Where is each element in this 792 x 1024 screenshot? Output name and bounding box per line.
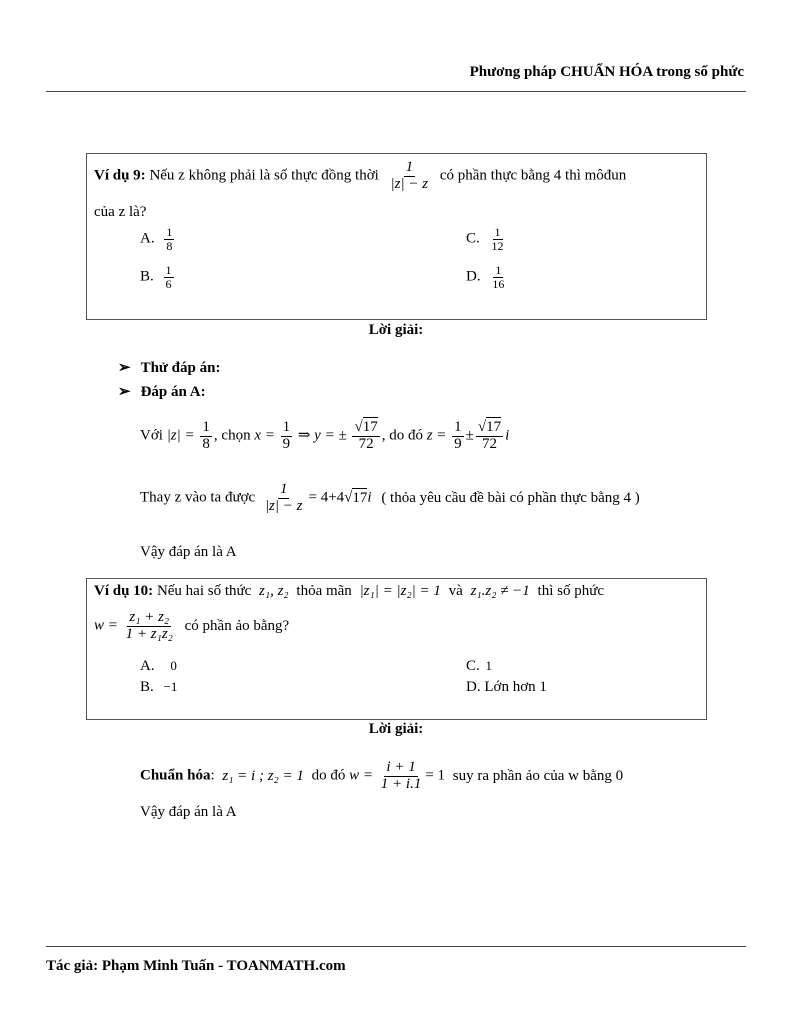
example-9-text-a: Nếu z không phải là số thực đồng thời xyxy=(149,167,379,184)
math-assign: z₁ = i ; z₂ = 1 xyxy=(222,767,304,784)
text: Với xyxy=(140,427,163,444)
text: : xyxy=(210,767,215,784)
page-header-title: Phương pháp CHUẨN HÓA trong số phức xyxy=(469,64,744,80)
option-fraction xyxy=(490,264,506,290)
frac-num: √17 xyxy=(477,419,502,435)
footer-rule xyxy=(46,946,746,947)
frac-1-8 xyxy=(200,420,212,453)
frac-den: 1 + i.1 xyxy=(380,775,422,792)
frac-den: 8 xyxy=(166,238,173,253)
frac-1-9b xyxy=(452,420,464,453)
example-10-w-fraction xyxy=(124,610,175,643)
solution-9-bullet-2 xyxy=(118,382,206,401)
arrow-bullet-icon: ➢ xyxy=(118,384,131,400)
frac-num: 1 xyxy=(282,419,291,435)
frac-num: i + 1 xyxy=(386,759,416,775)
example-10-option-b xyxy=(140,679,177,696)
frac-sqrt17-72 xyxy=(352,420,379,453)
example-9-label: Ví dụ 9: xyxy=(94,167,146,184)
example-10-option-c xyxy=(466,658,492,675)
math-z: z = xyxy=(426,427,447,444)
frac-num: 1 xyxy=(166,225,173,239)
frac-den: 9 xyxy=(282,435,291,452)
example-9-option-d xyxy=(466,264,508,290)
option-key: C. xyxy=(466,230,480,247)
option-value: 0 xyxy=(170,658,177,673)
bullet-text: Đáp án A: xyxy=(140,384,206,400)
option-key: C. xyxy=(466,658,480,674)
example-9-frac-den: |z| − z xyxy=(390,175,429,192)
option-key: A. xyxy=(140,230,155,247)
option-key: D. xyxy=(466,268,481,285)
example-9-option-c xyxy=(466,226,508,252)
frac-num: 1 xyxy=(454,419,462,435)
frac-den: 6 xyxy=(165,276,172,291)
math-absz: |z| = xyxy=(166,427,195,444)
frac-1-9 xyxy=(281,420,293,453)
math-condition: |z₁| = |z₂| = 1 xyxy=(359,583,441,599)
frac-num: 1 xyxy=(495,263,502,277)
example-10-question-line2 xyxy=(94,610,289,643)
frac-den: |z| − z xyxy=(264,497,303,514)
option-key: B. xyxy=(140,679,154,695)
example-9-option-a xyxy=(140,226,176,252)
math-w: w = xyxy=(349,767,374,784)
example-10-label: Ví dụ 10: xyxy=(94,583,154,599)
frac-den: 8 xyxy=(202,435,210,452)
example-9-question-line1 xyxy=(94,160,626,193)
text: có phần ảo bằng? xyxy=(184,617,290,634)
math-i: i xyxy=(367,489,372,506)
text: do đó xyxy=(311,767,346,784)
solution-10-heading: Lời giải: xyxy=(368,721,424,737)
text: thì số phức xyxy=(537,583,605,599)
frac-num: 1 xyxy=(494,225,501,239)
arrow-bullet-icon: ➢ xyxy=(118,360,131,376)
option-key: B. xyxy=(140,268,154,285)
math-condition-2: z₁.z₂ ≠ −1 xyxy=(470,583,530,599)
frac-1-absz-z xyxy=(263,482,305,515)
sqrt-content: 17 xyxy=(352,489,368,506)
solution-10-w-fraction xyxy=(379,760,424,793)
text: ( thỏa yêu cầu đề bài có phần thực bằng 4 ) xyxy=(381,489,640,506)
text: thỏa mãn xyxy=(296,583,352,599)
math-eq: = 4+4 xyxy=(308,489,345,506)
solution-9-line-2: Thay z vào ta được $\frac{1}{|z| - z}$ = 4+4√17i ( thỏa yêu cầu đề bài có phần thực bằng 4 ) xyxy=(140,481,640,514)
sqrt-content: 17 xyxy=(362,419,378,435)
option-fraction xyxy=(164,226,174,252)
example-9-fraction xyxy=(389,160,431,193)
example-10-question-line1 xyxy=(94,583,604,600)
solution-9-heading: Lời giải: xyxy=(368,322,424,338)
frac-sqrt17-72b xyxy=(476,420,503,453)
footer-author: Tác giả: Phạm Minh Tuấn - TOANMATH.com xyxy=(46,958,346,974)
math-z1z2: z₁, z₂ xyxy=(259,583,289,599)
example-9-frac-num: 1 xyxy=(405,159,414,175)
option-value: −1 xyxy=(163,679,178,694)
frac-num: 1 xyxy=(202,419,210,435)
example-9-text-c: của z là? xyxy=(94,204,147,220)
frac-den: 72 xyxy=(358,435,374,452)
bullet-text: Thử đáp án: xyxy=(140,360,221,376)
option-fraction xyxy=(164,264,174,290)
math-x: x = xyxy=(254,427,275,444)
option-value: 1 xyxy=(485,658,493,673)
example-9-option-b xyxy=(140,264,176,290)
frac-num: 1 xyxy=(279,481,288,497)
math-pm: ± xyxy=(465,427,474,444)
frac-den: 12 xyxy=(491,238,504,253)
example-9-text-b: có phần thực bằng 4 thì môđun xyxy=(439,167,627,184)
solution-9-bullet-1 xyxy=(118,358,220,377)
frac-den: 72 xyxy=(482,435,497,452)
math-y: ⇒ y = ± xyxy=(297,427,347,444)
sqrt-content: 17 xyxy=(486,419,502,435)
chuan-hoa-label: Chuẩn hóa xyxy=(140,767,211,784)
text: và xyxy=(448,583,463,599)
math-w: w = xyxy=(94,617,118,634)
option-key: D. xyxy=(466,679,481,695)
text: , do đó xyxy=(381,427,423,444)
example-10-option-d xyxy=(466,679,547,696)
solution-10-line-1 xyxy=(140,760,623,793)
text: suy ra phần ảo của w bằng 0 xyxy=(452,767,624,784)
frac-num: 1 xyxy=(165,263,172,277)
solution-9-line-1 xyxy=(140,420,509,453)
example-9-question-line2 xyxy=(94,204,146,221)
math-eq: = 1 xyxy=(425,767,446,784)
frac-num: z₁ + z₂ xyxy=(129,609,170,625)
solution-10-conclusion: Vậy đáp án là A xyxy=(140,804,237,820)
text: , chọn xyxy=(213,427,251,444)
frac-den: 1 + z₁z₂ xyxy=(125,625,173,642)
option-value: Lớn hơn 1 xyxy=(484,679,547,695)
solution-9-conclusion: Vậy đáp án là A xyxy=(140,544,237,560)
text: Thay z vào ta được xyxy=(140,489,256,506)
math-i: i xyxy=(505,427,510,444)
frac-den: 9 xyxy=(454,435,462,452)
example-10-option-a xyxy=(140,658,177,675)
frac-num: √17 xyxy=(354,419,378,435)
frac-den: 16 xyxy=(492,276,505,291)
option-key: A. xyxy=(140,658,155,674)
option-fraction xyxy=(490,226,506,252)
header-rule xyxy=(46,91,746,92)
text: Nếu hai số thức xyxy=(156,583,252,599)
